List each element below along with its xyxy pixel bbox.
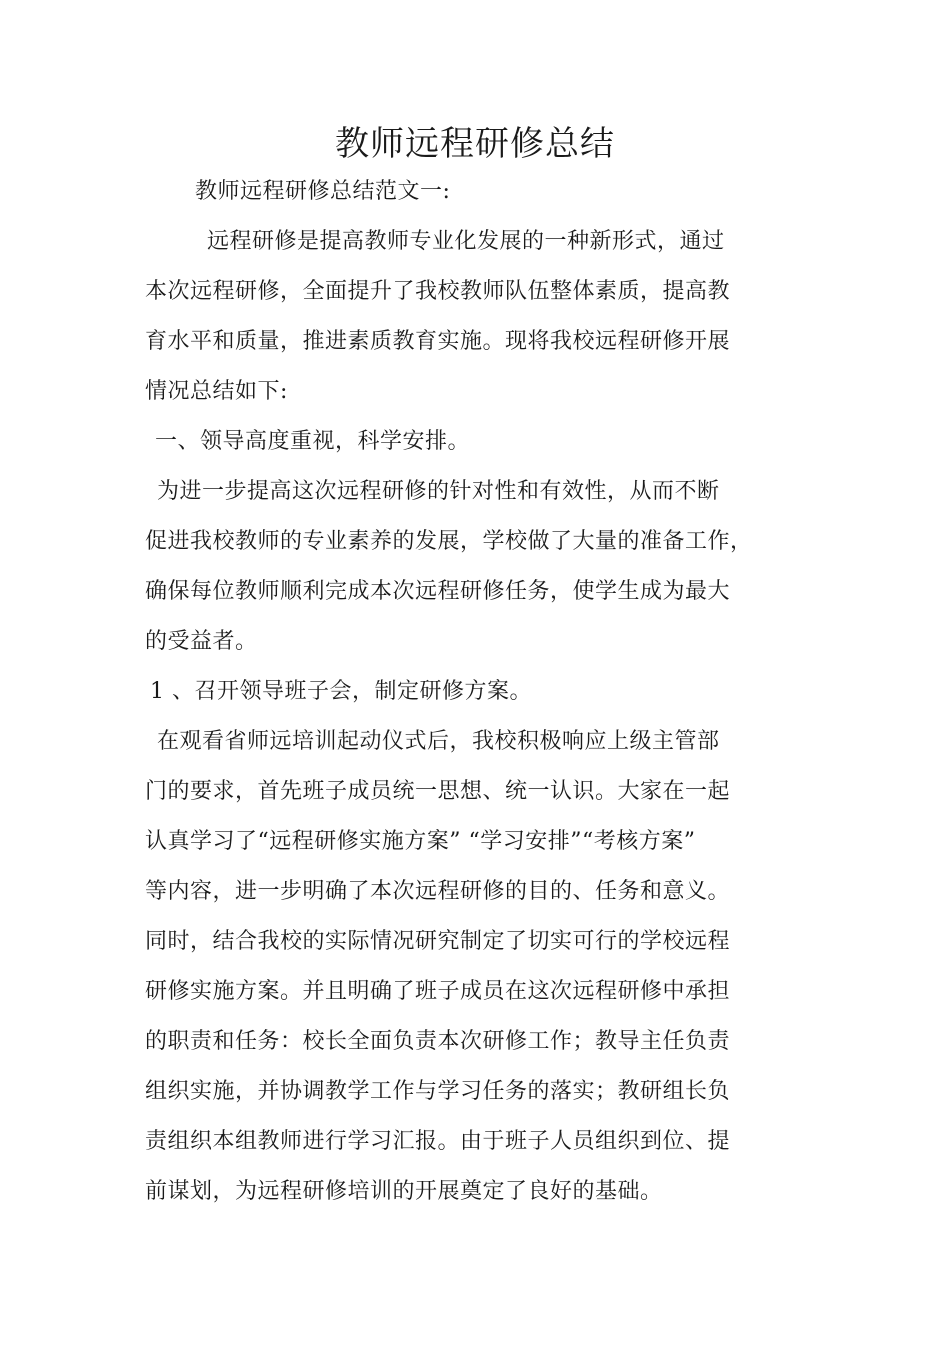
paragraph-line: 的职责和任务：校长全面负责本次研修工作；教导主任负责 [145,1029,731,1054]
paragraph-line: 门的要求，首先班子成员统一思想、统一认识。大家在一起 [145,779,731,804]
paragraph-line: 情况总结如下: [145,379,288,404]
paragraph-line: 同时，结合我校的实际情况研究制定了切实可行的学校远程 [145,929,731,954]
paragraph-line: 在观看省师远培训起动仪式后，我校积极响应上级主管部 [157,729,720,754]
paragraph-line: 研修实施方案。并且明确了班子成员在这次远程研修中承担 [145,979,731,1004]
paragraph-line: 组织实施，并协调教学工作与学习任务的落实；教研组长负 [145,1079,731,1104]
subsection-heading: 1 、召开领导班子会，制定研修方案。 [150,679,532,704]
section-heading: 一、领导高度重视，科学安排。 [155,429,471,454]
paragraph-line: 认真学习了“远程研修实施方案” “学习安排”“考核方案” [145,829,696,854]
paragraph-line: 促进我校教师的专业素养的发展，学校做了大量的准备工作， [145,529,753,554]
paragraph-line: 为进一步提高这次远程研修的针对性和有效性，从而不断 [157,479,720,504]
paragraph-line: 等内容，进一步明确了本次远程研修的目的、任务和意义。 [145,879,731,904]
document-title: 教师远程研修总结 [335,124,615,164]
paragraph-line: 的受益者。 [145,629,258,654]
subtitle-line: 教师远程研修总结范文一: [195,179,451,204]
paragraph-line: 本次远程研修，全面提升了我校教师队伍整体素质，提高教 [145,279,731,304]
paragraph-line: 责组织本组教师进行学习汇报。由于班子人员组织到位、提 [145,1129,731,1154]
paragraph-line: 确保每位教师顺利完成本次远程研修任务，使学生成为最大 [145,579,731,604]
paragraph-line: 育水平和质量，推进素质教育实施。现将我校远程研修开展 [145,329,731,354]
paragraph-line: 远程研修是提高教师专业化发展的一种新形式，通过 [207,229,725,254]
paragraph-line: 前谋划，为远程研修培训的开展奠定了良好的基础。 [145,1179,663,1204]
